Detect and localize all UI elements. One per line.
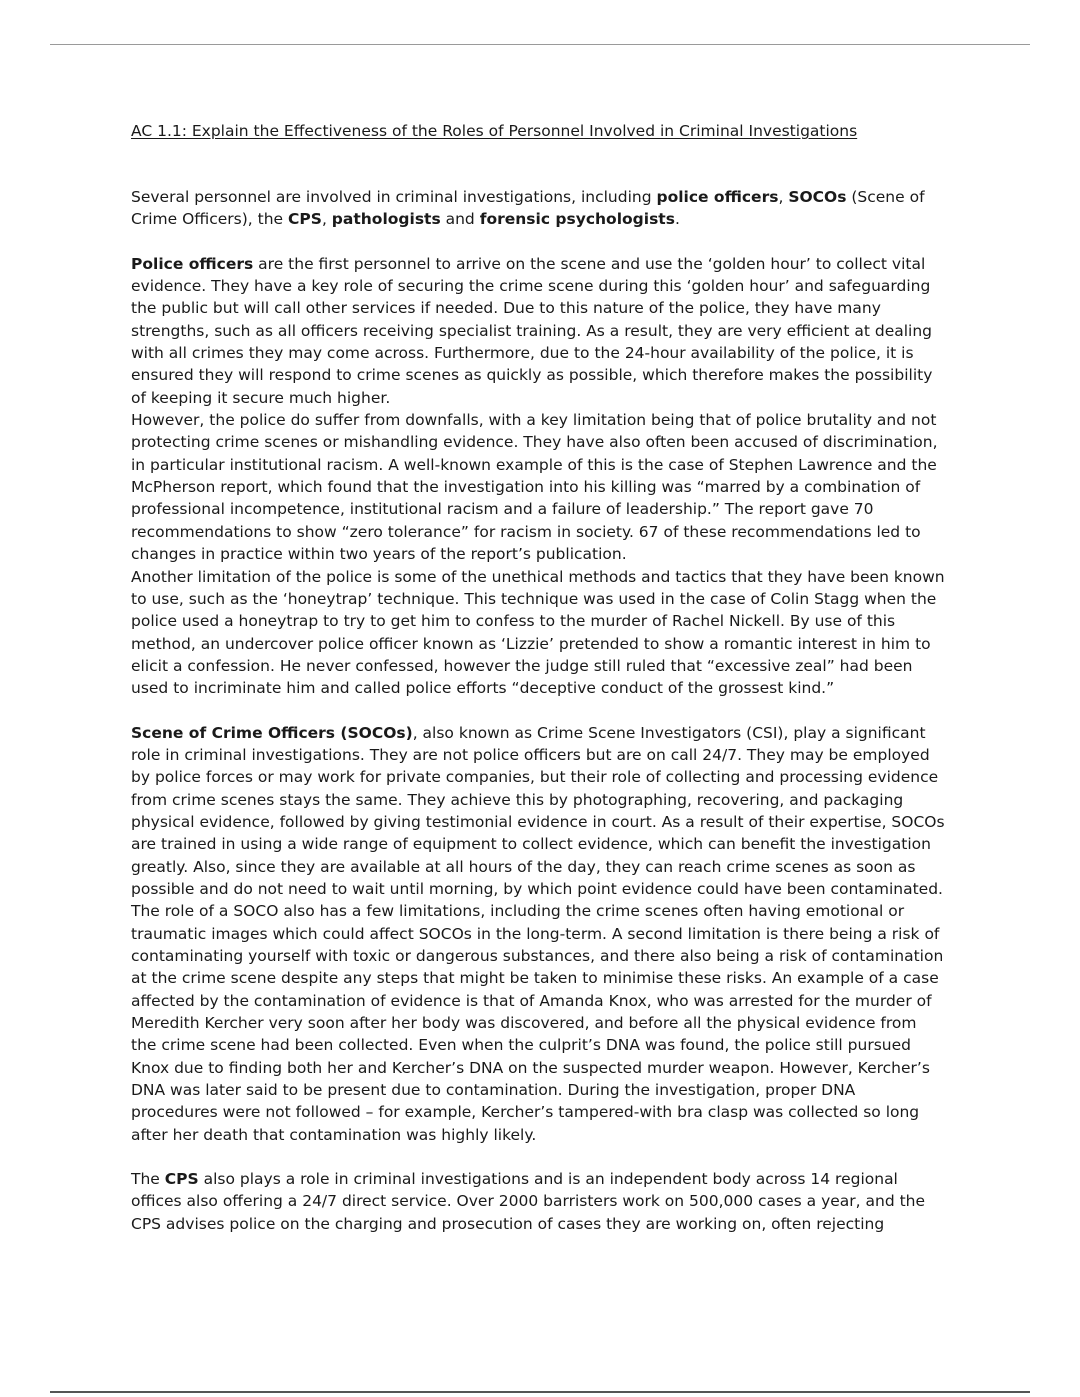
cps-text-lead: The [131, 1170, 165, 1189]
intro-term-socos: SOCOs [788, 188, 847, 206]
intro-text: , [321, 210, 332, 229]
police-paragraph-2: However, the police do suffer from downfalls, with a key limitation being that of police brutality and not protecting crime scenes or mishandling evidence. They have also often been accused of discrimination, in particular institutional racism. A well-known example of this is the case of Stephen Lawrence and the McPherson report, which found that the investigation into his killing was “marred by a combination of professional incompetence, institutional racism and a failure of leadership.” The report gave 70 recommendations to show “zero tolerance” for racism in society. 67 of these recommendations led to changes in practice within two years of the report’s publication. [131, 411, 938, 564]
paragraph-spacer [131, 231, 946, 253]
cps-paragraph [131, 1168, 946, 1235]
socos-heading: Scene of Crime Officers (SOCOs) [131, 723, 413, 742]
police-heading: Police officers [131, 254, 254, 273]
intro-term-forensic-psychologists: forensic psychologists [479, 210, 675, 229]
police-text-1: are the first personnel to arrive on the scene and use the ‘golden hour’ to collect vital evidence. They have a key role of securing the crime scene during this ‘golden hour’ and safeguarding the public but will call other services if needed. Due to this nature of the police, they have many strengths, such as all officers receiving specialist training. As a result, they are very efficient at dealing with all crimes they may come across. Furthermore, due to the 24-hour availability of the police, it is ensured they will respond to crime scenes as quickly as possible, which therefore makes the possibility of keeping it secure much higher. [131, 254, 933, 407]
intro-text: Several personnel are involved in criminal investigations, including [131, 188, 657, 206]
intro-text: (Scene of Crime Officers), the [131, 188, 925, 229]
intro-paragraph [131, 186, 946, 231]
bottom-divider [50, 1391, 1030, 1393]
cps-text-1: also plays a role in criminal investigations and is an independent body across 14 regional offices also offering a 24/7 direct service. Over 2000 barristers work on 500,000 cases a year, and the CPS advises police on the charging and prosecution of cases they are working on, often rejecting [131, 1170, 926, 1233]
police-paragraph-1 [131, 253, 946, 409]
top-divider [50, 44, 1030, 45]
socos-paragraph-1 [131, 722, 946, 901]
intro-term-cps: CPS [288, 210, 322, 229]
intro-text: . [674, 210, 680, 229]
document-body [131, 186, 946, 1235]
intro-term-police-officers: police officers [656, 188, 779, 206]
intro-text: , [778, 188, 789, 206]
police-paragraph-3: Another limitation of the police is some of the unethical methods and tactics that they have been known to use, such as the ‘honeytrap’ technique. This technique was used in the case of Colin Stagg when the police used a honeytrap to try to get him to confess to the murder of Rachel Nickell. By use of this method, an undercover police officer known as ‘Lizzie’ pretended to show a romantic interest in him to elicit a confession. He never confessed, however the judge still ruled that “excessive zeal” had been used to incriminate him and called police efforts “deceptive conduct of the grossest kind.” [131, 567, 945, 698]
paragraph-spacer [131, 700, 946, 722]
page-title: AC 1.1: Explain the Effectiveness of the Roles of Personnel Involved in Criminal Investigations [131, 122, 858, 140]
socos-text-1: , also known as Crime Scene Investigators (CSI), play a significant role in criminal investigations. They are not police officers but are on call 24/7. They may be employed by police forces or may work for private companies, but their role of collecting and processing evidence from crime scenes stays the same. They achieve this by photographing, recovering, and packaging physical evidence, followed by giving testimonial evidence in court. As a result of their expertise, SOCOs are trained in using a wide range of equipment to collect evidence, which can benefit the investigation greatly. Also, since they are available at all hours of the day, they can reach crime scenes as soon as possible and do not need to wait until morning, by which point evidence could have been contaminated. [131, 723, 945, 898]
paragraph-spacer [131, 1146, 946, 1168]
intro-text: and [440, 210, 480, 229]
intro-term-pathologists: pathologists [331, 210, 441, 229]
cps-heading: CPS [164, 1170, 199, 1189]
socos-paragraph-2: The role of a SOCO also has a few limitations, including the crime scenes often having emotional or traumatic images which could affect SOCOs in the long-term. A second limitation is there being a risk of contaminating yourself with toxic or dangerous substances, and there also being a risk of contamination at the crime scene despite any steps that might be taken to minimise these risks. An example of a case affected by the contamination of evidence is that of Amanda Knox, who was arrested for the murder of Meredith Kercher very soon after her body was discovered, and before all the physical evidence from the crime scene had been collected. Even when the culprit’s DNA was found, the police still pursued Knox due to finding both her and Kercher’s DNA on the suspected murder weapon. However, Kercher’s DNA was later said to be present due to contamination. During the investigation, proper DNA procedures were not followed – for example, Kercher’s tampered-with bra clasp was collected so long after her death that contamination was highly likely. [131, 902, 944, 1144]
